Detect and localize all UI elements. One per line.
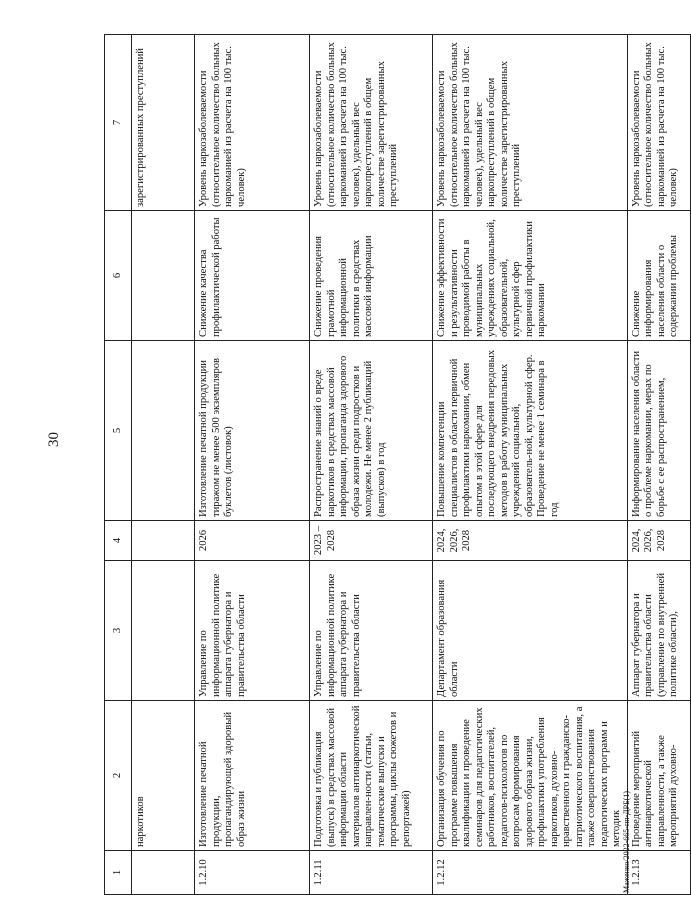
result-of-non-implementation — [132, 211, 195, 341]
indicator: Уровень наркозаболеваемости (относительное количество больных наркоманией из расчета на 100 тыс. человек), удельный вес наркопреступлений в общем количестве зарегистрированных преступлений — [433, 35, 628, 211]
table-row — [195, 35, 310, 895]
executor: Департамент образования области — [433, 561, 628, 701]
event-name: Проведение мероприятий антинаркотической направленности, а также мероприятий духовно- — [627, 701, 690, 851]
table-row — [627, 35, 690, 895]
executor: Управление по информационной политике аппарата губернатора и правительства области — [310, 561, 433, 701]
header-cell: 7 — [105, 35, 132, 211]
item-number: 1.2.10 — [195, 851, 310, 895]
result-of-non-implementation: Снижение информирования населения области о содержании проблемы — [627, 211, 690, 341]
table-row — [132, 35, 195, 895]
executor: Управление по информационной политике аппарата губернатора и правительства области — [195, 561, 310, 701]
document-footer-code: Маженко/2022-665-пп-ДРБ(1) — [622, 790, 631, 893]
years: 2024, 2026, 2028 — [627, 521, 690, 561]
event-content: Распространение знаний о вреде наркотиков в средствах массовой информации, пропаганда здорового образа жизни среди подростков и молодежи. Не менее 2 публикаций (выпусков) в год — [310, 341, 433, 521]
header-cell: 2 — [105, 701, 132, 851]
table-row — [310, 35, 433, 895]
item-number: 1.2.12 — [433, 851, 628, 895]
header-cell: 6 — [105, 211, 132, 341]
result-of-non-implementation: Снижение качества профилактической работы — [195, 211, 310, 341]
table-header-row — [105, 35, 132, 895]
event-content: Повышение компетенции специалистов в области первичной профилактики наркомании, обмен опытом в этой сфере для последующего внедрения передовых методов в работу муниципальных учреждений социальной, образователь-ной, культурной сфер. Проведение не менее 1 семинара в год — [433, 341, 628, 521]
years: 2026 — [195, 521, 310, 561]
years: 2023 – 2028 — [310, 521, 433, 561]
indicator: Уровень наркозаболеваемости (относительное количество больных наркоманией из расчета на 100 тыс. человек) — [627, 35, 690, 211]
years: 2024, 2026, 2028 — [433, 521, 628, 561]
header-cell: 4 — [105, 521, 132, 561]
event-name: Изготовление печатной продукции, пропагандирующей здоровый образ жизни — [195, 701, 310, 851]
executor: Аппарат губернатора и правительства области (управление по внутренней политике области), — [627, 561, 690, 701]
indicator: Уровень наркозаболеваемости (относительное количество больных наркоманией из расчета на 100 тыс. человек) — [195, 35, 310, 211]
executor — [132, 561, 195, 701]
page-number: 30 — [46, 432, 62, 447]
indicator: зарегистрированных преступлений — [132, 35, 195, 211]
indicator: Уровень наркозаболеваемости (относительное количество больных наркоманией из расчета на 100 тыс. человек), удельный вес наркопреступлений в общем количестве зарегистрированных преступлений — [310, 35, 433, 211]
years — [132, 521, 195, 561]
event-name: наркотиков — [132, 701, 195, 851]
header-cell: 1 — [105, 851, 132, 895]
header-cell: 5 — [105, 341, 132, 521]
event-content: Изготовление печатной продукции тиражом не менее 500 экземпляров буклетов (листовок) — [195, 341, 310, 521]
event-name: Организация обучения по программе повышения квалификации и проведение семинаров для педагогических работников, воспитателей, педагогов-психологов по вопросам формирования здорового образа жизни, профилактики употребления наркотиков, духовно-нравственного и гражданско-патриотического воспитания, а также совершенствования педагогических программ и методик — [433, 701, 628, 851]
table-row — [433, 35, 628, 895]
event-content: Информирование населения области о проблеме наркомании, мерах по борьбе с ее распространением, — [627, 341, 690, 521]
event-name: Подготовка и публикация (выпуск) в средствах массовой информации области материалов антинаркотической направлен-ности (статьи, тематические выпуски и программы, циклы сюжетов и репортажей) — [310, 701, 433, 851]
event-content — [132, 341, 195, 521]
header-cell: 3 — [105, 561, 132, 701]
item-number: 1.2.13 — [627, 851, 690, 895]
result-of-non-implementation: Снижение проведения грамотной информационной политики в средствах массовой информации — [310, 211, 433, 341]
result-of-non-implementation: Снижение эффективности и результативности проводимой работы в муниципальных учреждениях социальной, образовательной, культурной сфер первичной профилактики наркомании — [433, 211, 628, 341]
item-number: 1.2.11 — [310, 851, 433, 895]
program-table — [104, 34, 691, 895]
item-number — [132, 851, 195, 895]
